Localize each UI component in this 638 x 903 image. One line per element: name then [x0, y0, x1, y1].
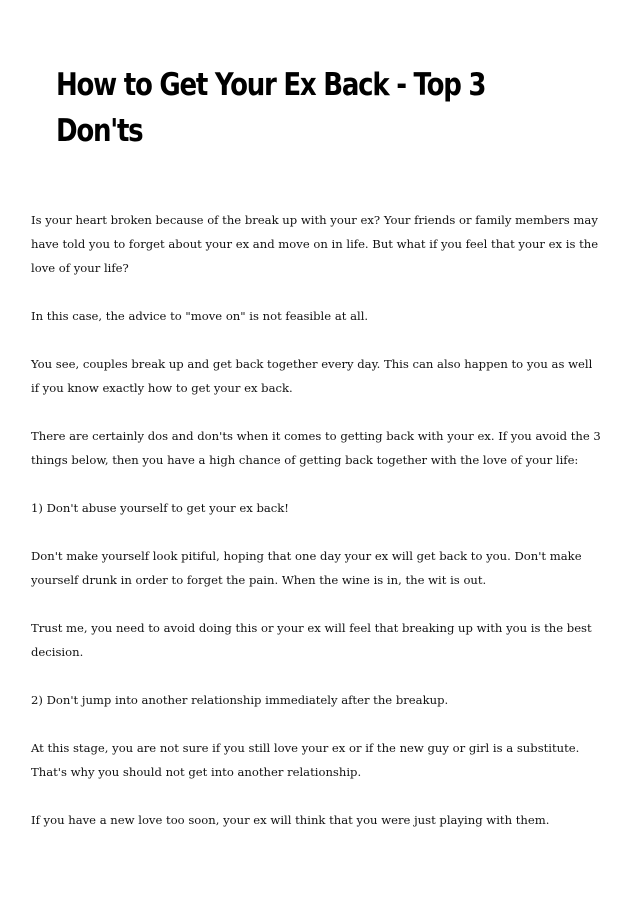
paragraph-dos-donts: There are certainly dos and don'ts when it comes to getting back with your ex. If you avoid the 3 things below, then you have a high chance of getting back together with the love of your life: — [31, 429, 601, 467]
page-title: How to Get Your Ex Back - Top 3 Don'ts — [56, 67, 486, 149]
paragraph-couples: You see, couples break up and get back together every day. This can also happen to you as well if you know exactly how to get your ex back. — [31, 357, 593, 395]
paragraph-move-on: In this case, the advice to "move on" is not feasible at all. — [31, 309, 369, 323]
paragraph-new-love: If you have a new love too soon, your ex will think that you were just playing with them. — [31, 813, 550, 827]
paragraph-point-1-heading: 1) Don't abuse yourself to get your ex back! — [31, 501, 289, 515]
document-body — [31, 208, 601, 856]
paragraph-point-1-detail: Don't make yourself look pitiful, hoping that one day your ex will get back to you. Don't make yourself drunk in order to forget the pain. When the wine is in, the wit is out. — [31, 549, 582, 587]
paragraph-point-2-heading: 2) Don't jump into another relationship immediately after the breakup. — [31, 693, 449, 707]
paragraph-trust-me: Trust me, you need to avoid doing this or your ex will feel that breaking up with you is the best decision. — [31, 621, 592, 659]
paragraph-intro: Is your heart broken because of the break up with your ex? Your friends or family members may have told you to forget about your ex and move on in life. But what if you feel that your ex is the love of your life? — [31, 213, 599, 275]
paragraph-point-2-detail: At this stage, you are not sure if you still love your ex or if the new guy or girl is a substitute. That's why you should not get into another relationship. — [31, 741, 580, 779]
